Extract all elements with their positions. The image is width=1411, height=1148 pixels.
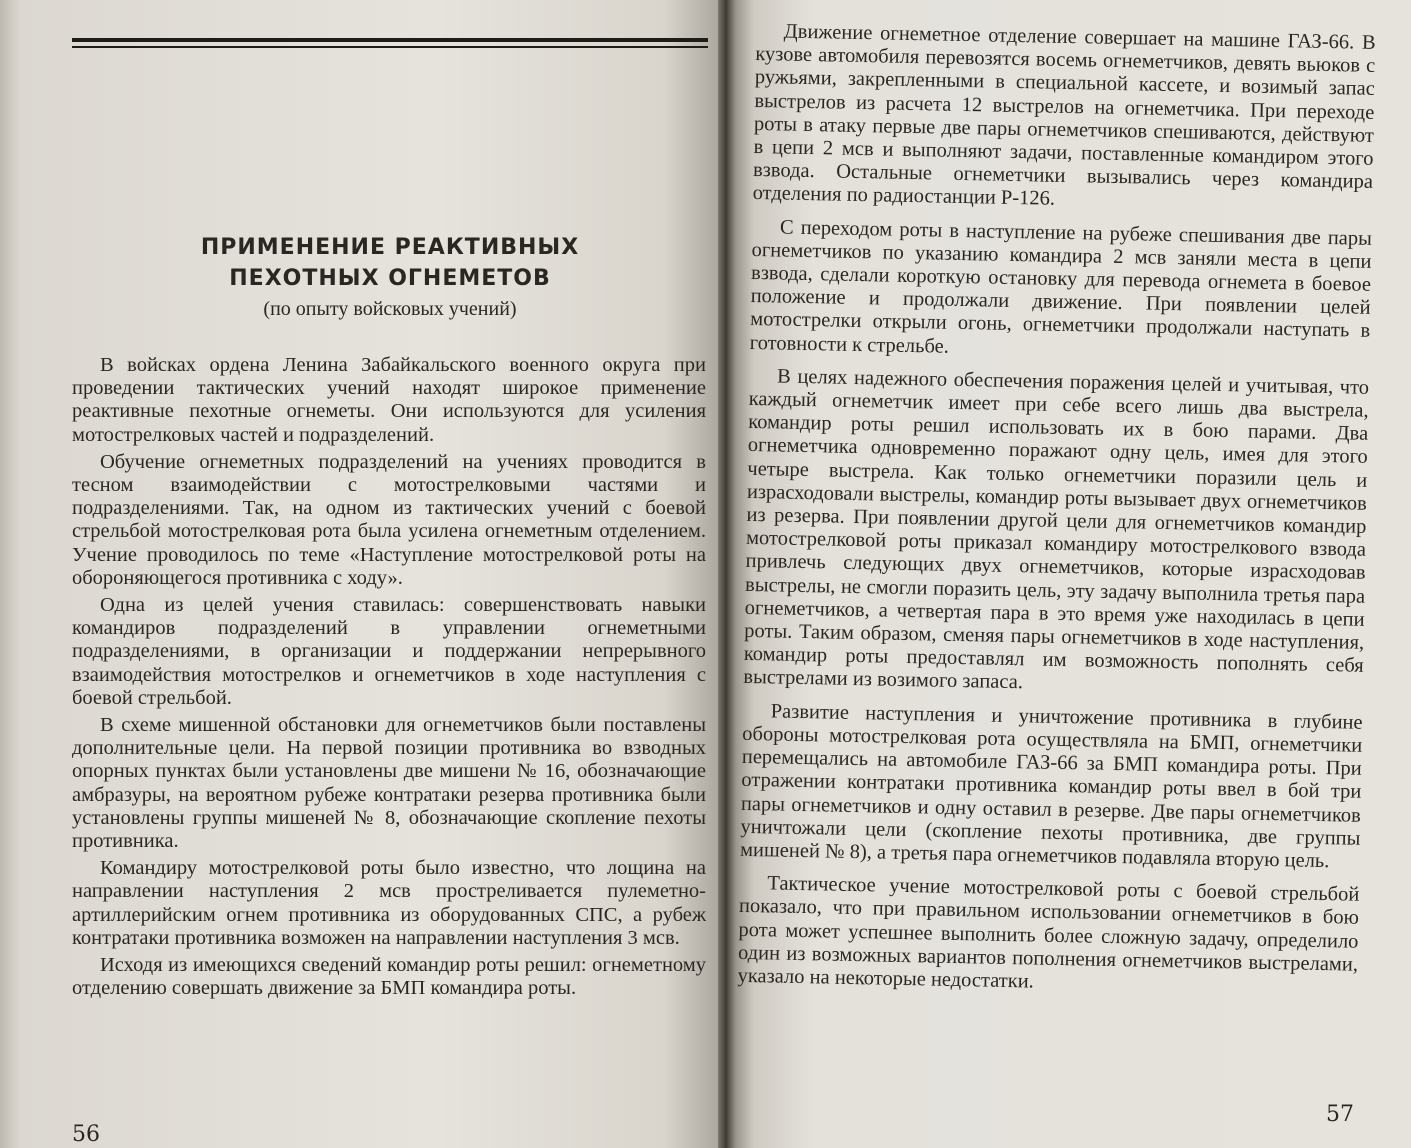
- paragraph: Тактическое учение мотострелковой роты с боевой стрельбой показало, что при правильном использовании огнеметчиков в бою рота может успешнее выполнить более сложную задачу, определило один из возможных вариантов пополнения огнеметчиков выстрелами, указало на некоторые недостатки.: [737, 872, 1360, 993]
- left-page-body: [72, 354, 706, 1004]
- article-title: [72, 232, 708, 294]
- paragraph: Исходя из имеющихся сведений командир роты решил: огнеметному отделению совершать движение за БМП командира роты.: [72, 954, 706, 1000]
- article-title-line-1: ПРИМЕНЕНИЕ РЕАКТИВНЫХ: [200, 235, 580, 260]
- paragraph: Одна из целей учения ставилась: совершенствовать навыки командиров подразделений в управлении огнеметными подразделениями, в организации и поддержании непрерывного взаимодействия мотострелков и огнеметчиков в ходе наступления с боевой стрельбой.: [72, 594, 706, 709]
- header-rule-thick: [72, 38, 708, 42]
- paragraph: С переходом роты в наступление на рубеже спешивания две пары огнеметчиков по указанию командира 2 мсв заняли места в цепи взвода, сделали короткую остановку для перевода огнемета в боевое положение и продолжали движение. При появлении целей мотострелки открыли огонь, огнеметчики продолжали наступать в готовности к стрельбе.: [749, 216, 1373, 358]
- book-gutter: [718, 0, 736, 1148]
- paragraph: В целях надежного обеспечения поражения целей и учитывая, что каждый огнеметчик имеет при себе всего лишь два выстрела, командир роты решил использовать их в бою парами. Два огнеметчика одновременно поражают одну цель, имея для этого четыре выстрела. Как только огнеметчики поразили цель и израсходовали выстрелы, командир роты вызывает двух огнеметчиков из резерва. При появлении другой цели для огнеметчиков командир мотострелковой роты приказал командиру мотострелкового взвода привлечь следующих двух огнеметчиков, которые израсходовав выстрелы, не смогли поразить цель, эту задачу выполнила третья пара огнеметчиков, а четвертая пара в это время уже находилась в цепи роты. Таким образом, сменяя пары огнеметчиков в ходе наступления, командир роты предоставлял им возможность пополнять себя выстрелами из возимого запаса.: [743, 365, 1370, 694]
- page-number-right: 57: [1326, 1102, 1354, 1127]
- page-number-left: 56: [72, 1122, 100, 1147]
- header-rule-thin: [72, 46, 708, 48]
- paragraph: Командиру мотострелковой роты было известно, что лощина на направлении наступления 2 мсв простреливается пулеметно-артиллерийским огнем противника из оборудованных СПС, а рубеж контратаки противника возможен на направлении наступления 3 мсв.: [72, 857, 706, 949]
- article-subtitle: (по опыту войсковых учений): [263, 298, 517, 320]
- paragraph: Развитие наступления и уничтожение противника в глубине обороны мотострелковая рота осуществляла на БМП, огнеметчики перемещались на автомобиле ГАЗ-66 за БМП командира роты. При отражении контратаки противника командир роты ввел в бой три пары огнеметчиков и одну оставил в резерве. Две пары огнеметчиков уничтожали цели (скопление пехоты противника, две группы мишеней № 8), а третья пара огнеметчиков подавляла вторую цель.: [739, 700, 1363, 873]
- right-page-body: [737, 20, 1376, 1010]
- paragraph: Движение огнеметное отделение совершает на машине ГАЗ-66. В кузове автомобиля перевозятся восемь огнеметчиков, девять вьюков с ружьями, закрепленными в специальной кассете, и возимый запас выстрелов из расчета 12 выстрелов на огнеметчика. При переходе роты в атаку первые две пары огнеметчиков спешиваются, действуют в цепи 2 мсв и выполняют задачи, поставленные командиром этого взвода. Остальные огнеметчики вызывались через командира отделения по радиостанции Р-126.: [752, 20, 1376, 211]
- paragraph: В схеме мишенной обстановки для огнеметчиков были поставлены дополнительные цели. На первой позиции противника во взводных опорных пунктах были установлены две мишени № 16, обозначающие амбразуры, на вероятном рубеже контратаки резерва противника были установлены группы мишеней № 8, обозначающие скопление пехоты противника.: [72, 714, 706, 853]
- paragraph: В войсках ордена Ленина Забайкальского военного округа при проведении тактических учений находят широкое применение реактивные пехотные огнеметы. Они используются для усиления мотострелковых частей и подразделений.: [72, 354, 706, 446]
- paragraph: Обучение огнеметных подразделений на учениях проводится в тесном взаимодействии с мотострелковыми частями и подразделениями. Так, на одном из тактических учений с боевой стрельбой мотострелковая рота была усилена огнеметным отделением. Учение проводилось по теме «Наступление мотострелковой роты на обороняющегося противника с ходу».: [72, 450, 706, 589]
- article-title-line-2: ПЕХОТНЫХ ОГНЕМЕТОВ: [229, 266, 551, 291]
